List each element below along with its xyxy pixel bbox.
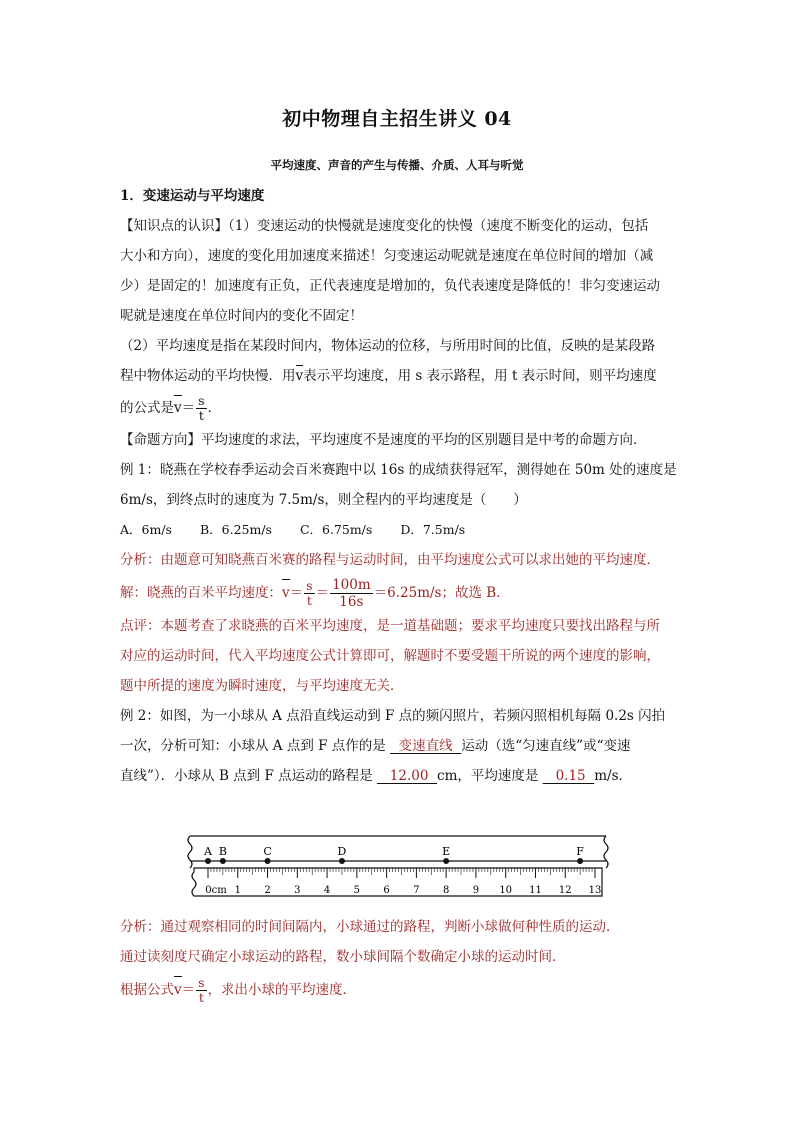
fraction-s-over-t: $\frac{s}{t}$: [306, 578, 313, 608]
ruler-tick-label: 4: [323, 885, 331, 896]
knowledge-paragraph-line: 【知识点的认识】（1）变速运动的快慢就是速度变化的快慢（速度不断变化的运动，包括: [120, 218, 649, 234]
ball-position-a: [205, 858, 211, 864]
knowledge-paragraph-line: 大小和方向），速度的变化用加速度来描述！匀变速运动呢就是速度在单位时间的增加（减: [120, 248, 654, 264]
section-heading: 1．变速运动与平均速度: [120, 188, 265, 204]
avg-speed-paragraph-line: （2）平均速度是指在某段时间内，物体运动的位移，与所用时间的比值，反映的是某段路: [120, 338, 656, 354]
ball-label-e: E: [442, 845, 451, 858]
ruler-tick-label: 2: [264, 885, 271, 896]
example1-question-line: 例 1：晓燕在学校春季运动会百米赛跑中以 16s 的成绩获得冠军，测得她在 50m 处的速度是: [120, 462, 677, 478]
ruler-tick-label: 10: [499, 885, 513, 896]
page-title: 初中物理自主招生讲义 04: [282, 108, 512, 130]
example1-choices: [120, 515, 680, 545]
example1-comment-line: 点评：本题考查了求晓燕的百米平均速度，是一道基础题；要求平均速度只要找出路程与所: [120, 618, 660, 634]
example1-question-line: 6m/s，到终点时的速度为 7.5m/s，则全程内的平均速度是（ ）: [120, 492, 527, 508]
v-bar-symbol: v: [296, 361, 304, 391]
ball-label-f: F: [576, 845, 584, 858]
choice-b: B．6.25m/s: [199, 522, 272, 537]
track-right-edge: [604, 836, 608, 868]
ruler-tick-label: 9: [472, 885, 480, 896]
ball-position-b: [220, 858, 226, 864]
avg-speed-formula-line: 的公式是v＝ $\frac{s}{t}$ ．: [120, 393, 222, 423]
avg-speed-paragraph-line: 程中物体运动的平均快慢．用v表示平均速度，用 s 表示路程，用 t 表示时间，则平均速度: [120, 361, 680, 391]
ball-position-d: [339, 858, 345, 864]
example1-comment-line: 对应的运动时间，代入平均速度公式计算即可，解题时不要受题干所说的两个速度的影响，: [120, 648, 660, 664]
ball-position-c: [265, 858, 271, 864]
example1-comment-line: 题中所提的速度为瞬时速度，与平均速度无关．: [120, 678, 404, 694]
ruler-tick-label: 5: [353, 885, 361, 896]
ruler-tick-label: 8: [442, 885, 450, 896]
ruler-tick-label: 1: [234, 885, 241, 896]
example2-analysis-line: 分析：通过观察相同的时间间隔内，小球通过的路程，判断小球做何种性质的运动．: [120, 919, 620, 935]
choice-d: D．7.5m/s: [400, 522, 466, 537]
ball-label-d: D: [337, 845, 347, 858]
choice-a: A．6m/s: [120, 522, 172, 537]
example1-analysis: 分析：由题意可知晓燕百米赛的路程与运动时间，由平均速度公式可以求出她的平均速度．: [120, 552, 660, 568]
v-bar-symbol: v: [174, 972, 182, 1008]
ruler-tick-label: 7: [413, 885, 420, 896]
ball-position-f: [577, 858, 583, 864]
example2-analysis-block: [120, 912, 680, 1008]
content-body: [120, 185, 680, 791]
example2-analysis-line: 通过读刻度尺确定小球运动的路程，数小球间隔个数确定小球的运动时间．: [120, 949, 566, 965]
fraction-100m-over-16s: $\frac{100m}{16s}$: [332, 577, 371, 610]
ruler-tick-label: 3: [294, 885, 301, 896]
ball-position-e: [443, 858, 449, 864]
example2-question-line: 一次，分析可知：小球从 A 点到 F 点作的是 变速直线 运动（选“匀速直线”或“变速: [120, 731, 680, 761]
example2-question-line: 直线”）．小球从 B 点到 F 点运动的路程是 12.00 cm，平均速度是 0.15 m/s．: [120, 761, 680, 791]
ball-label-a: A: [204, 845, 212, 858]
v-bar-symbol: v: [174, 391, 182, 425]
ruler-diagram: [180, 830, 612, 898]
ruler-tick-label: 13: [588, 885, 602, 896]
answer-blank-speed: 0.15: [555, 768, 586, 784]
page-subtitle: 平均速度、声音的产生与传播、介质、人耳与听觉: [270, 158, 524, 172]
ball-label-b: B: [218, 845, 227, 858]
fraction-s-over-t: $\frac{s}{t}$: [198, 975, 205, 1005]
choice-c: C．6.75m/s: [299, 522, 373, 537]
track-left-edge: [188, 836, 192, 868]
fraction-s-over-t: $\frac{s}{t}$: [198, 393, 205, 423]
knowledge-paragraph-line: 呢就是速度在单位时间内的变化不固定！: [120, 308, 363, 324]
ruler-tick-label: 6: [383, 885, 390, 896]
answer-blank-distance: 12.00: [389, 768, 429, 784]
example2-question-line: 例 2：如图，为一小球从 A 点沿直线运动到 F 点的频闪照片，若频闪照相机每隔 0.2s 闪拍: [120, 708, 666, 724]
ruler-unit-label: 0cm: [205, 885, 227, 896]
example1-solution: 解：晓燕的百米平均速度：v＝ $\frac{s}{t}$ ＝ $\frac{100m}{16s}$ ＝6.25m/s；故选 B．: [120, 577, 510, 610]
knowledge-paragraph-line: 少）是固定的！加速度有正负，正代表速度是增加的，负代表速度是降低的！非匀变速运动: [120, 278, 660, 294]
ball-label-c: C: [263, 845, 272, 858]
v-bar-symbol: v: [282, 575, 290, 611]
answer-blank-motion-type: 变速直线: [398, 738, 453, 754]
ruler-figure: [180, 830, 612, 898]
ruler-tick-label: 11: [529, 885, 542, 896]
example2-formula-line: 根据公式v＝ $\frac{s}{t}$ ，求出小球的平均速度．: [120, 972, 680, 1008]
exam-direction: 【命题方向】平均速度的求法，平均速度不是速度的平均的区别题目是中考的命题方向．: [120, 432, 647, 448]
ruler-tick-label: 12: [558, 885, 572, 896]
